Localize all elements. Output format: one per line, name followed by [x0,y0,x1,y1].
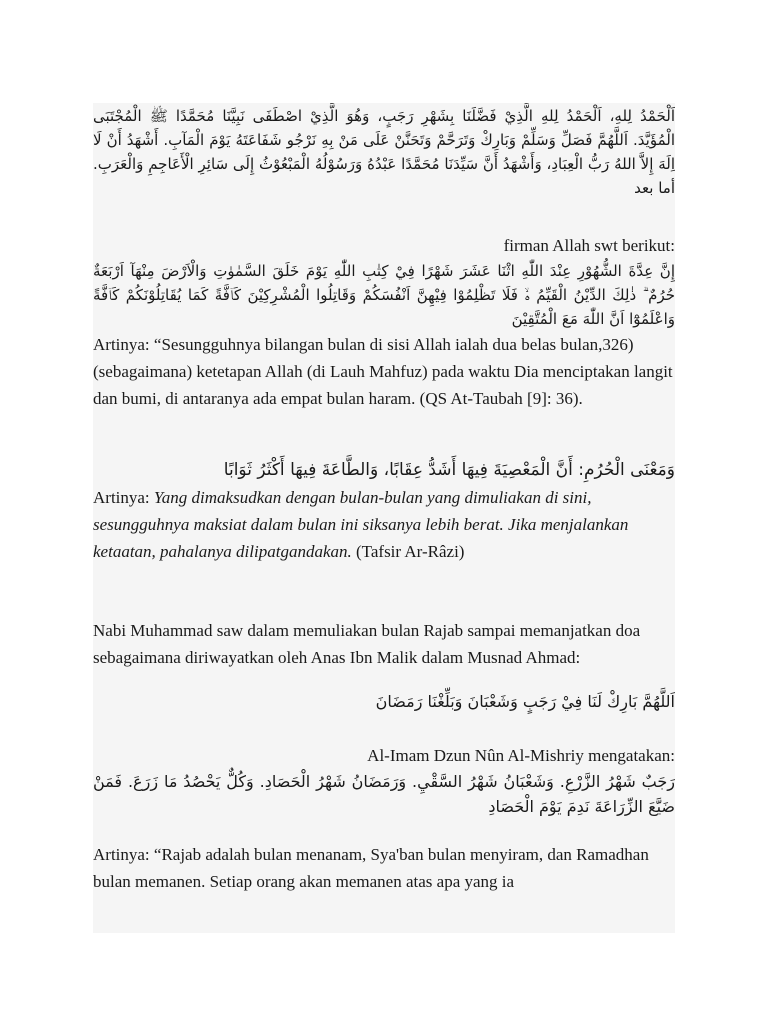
razi-arabic-quote: وَمَعْنَى الْحُرُمِ: أَنَّ الْمَعْصِيَةَ فِيهَا أَشَدُّ عِقَابًا، وَالطَّاعَةَ فِيهَا أَكْثَرُ ثَوَابًا [223,460,675,480]
razi-italic-text: Yang dimaksudkan dengan bulan-bulan yang dimuliakan di sini, sesungguhnya maksiat dalam bulan ini siksanya lebih berat. Jika menjalankan ketaatan, pahalanya dilipatgandakan. [93,488,629,561]
quran-verse: إِنَّ عِدَّةَ الشُّهُوْرِ عِنْدَ اللّٰهِ اثْنَا عَشَرَ شَهْرًا فِيْ كِتٰبِ اللّٰهِ يَوْمَ خَلَقَ السَّمٰوٰتِ وَالْاَرْضَ مِنْهَآ اَرْبَعَةٌ حُرُمٌ ۗ ذٰلِكَ الدِّيْنُ الْقَيِّمُ ەۙ فَلَا تَظْلِمُوْا فِيْهِنَّ اَنْفُسَكُمْ وَقَاتِلُوا الْمُشْرِكِيْنَ كَاۤفَّةً كَمَا يُقَاتِلُوْنَكُمْ كَاۤفَّةً ۗوَاعْلَمُوْٓا اَنَّ اللّٰهَ مَعَ الْمُتَّقِيْنَ [93,262,675,328]
razi-translation [93,484,675,565]
dzun-nun-intro: Al-Imam Dzun Nûn Al-Mishriy mengatakan: [367,746,675,765]
dzun-nun-arabic: رَجَبٌ شَهْرُ الزَّرْعِ. وَشَعْبَانُ شَهْرُ السَّقْيِ. وَرَمَضَانُ شَهْرُ الْحَصَادِ. وَكُلٌّ يَحْصُدُ مَا زَرَعَ. فَمَنْ ضَيَّعَ الزِّرَاعَةَ نَدِمَ يَوْمَ الْحَصَادِ [93,772,675,816]
razi-source: (Tafsir Ar-Râzi) [351,542,465,561]
doa-arabic: اَللَّهُمَّ بَارِكْ لَنَا فِيْ رَجَبٍ وَشَعْبَانَ وَبَلِّغْنَا رَمَضَانَ [375,692,675,711]
document-body [93,103,675,933]
quran-translation: Artinya: “Sesungguhnya bilangan bulan di sisi Allah ialah dua belas bulan,326) (sebagaimana) ketetapan Allah (di Lauh Mahfuz) pada waktu Dia menciptakan langit dan bumi, di antaranya ada empat bulan haram. (QS At-Taubah [9]: 36). [93,335,673,408]
dzun-nun-translation: Artinya: “Rajab adalah bulan menanam, Sya'ban bulan menyiram, dan Ramadhan bulan memanen. Setiap orang akan memanen atas apa yang ia [93,845,649,891]
firman-intro: firman Allah swt berikut: [503,236,675,255]
razi-prefix: Artinya: [93,488,154,507]
arabic-opening-prayer: اَلْحَمْدُ لِلهِ، اَلْحَمْدُ لِلهِ الَّذِيْ فَضَّلَنَا بِشَهْرِ رَجَبٍ، وَهُوَ الَّذِيْ اصْطَفَى نَبِيَّنَا مُحَمَّدًا ﷺ الْمُجْتَبَى الْمُؤَيَّدَ. اَللَّهُمَّ فَصَلِّ وَسَلِّمْ وَبَارِكْ وَتَرَحَّمْ وَتَحَنَّنْ عَلَى مَنْ بِهِ نَرْجُو شَفَاعَتَهُ يَوْمَ الْمَآبِ. أَشْهَدُ أَنْ لَا اِلَهَ إِلاَّ اللهُ رَبُّ الْعِبَادِ، وَأَشْهَدُ أَنَّ سَيِّدَنَا مُحَمَّدًا عَبْدُهُ وَرَسُوْلُهُ الْمَبْعُوْثُ إِلَى سَائِرِ الْأَعَاجِمِ وَالْعَرَبِ. أما بعد [93,107,675,197]
nabi-paragraph: Nabi Muhammad saw dalam memuliakan bulan Rajab sampai memanjatkan doa sebagaimana diriwayatkan oleh Anas Ibn Malik dalam Musnad Ahmad: [93,621,641,667]
